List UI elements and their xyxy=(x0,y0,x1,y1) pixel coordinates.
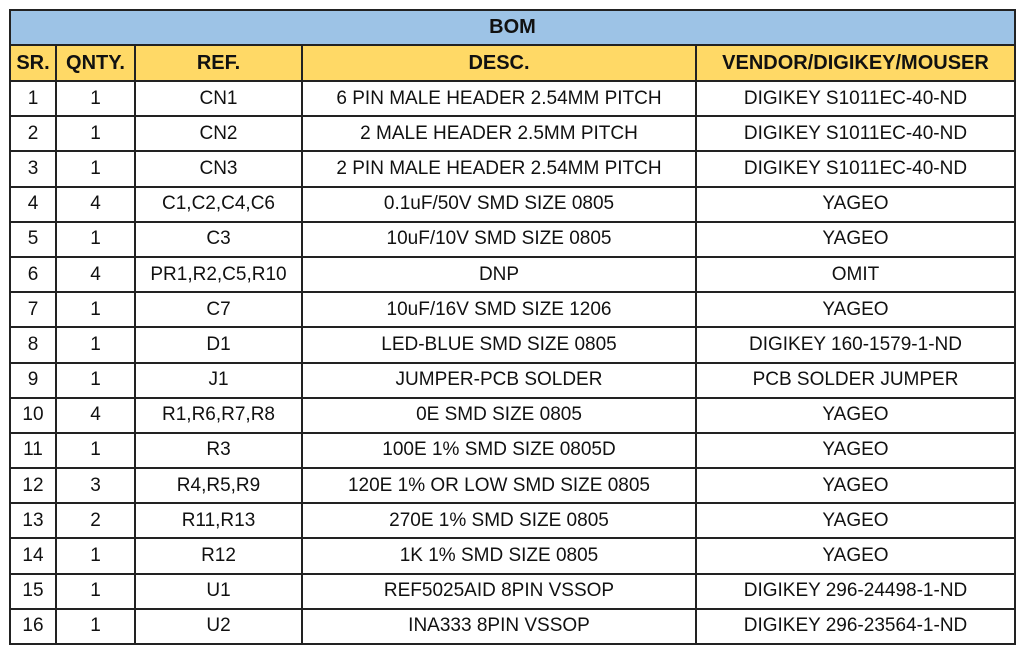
qnty-cell: 1 xyxy=(56,81,135,116)
desc-cell: 0.1uF/50V SMD SIZE 0805 xyxy=(302,187,696,222)
vendor-cell: DIGIKEY S1011EC-40-ND xyxy=(696,81,1015,116)
table-row xyxy=(10,363,1015,398)
qnty-cell: 2 xyxy=(56,503,135,538)
qnty-cell: 4 xyxy=(56,257,135,292)
ref-cell: C7 xyxy=(135,292,302,327)
table-row xyxy=(10,398,1015,433)
ref-cell: R3 xyxy=(135,433,302,468)
table-row xyxy=(10,468,1015,503)
sr-cell: 7 xyxy=(10,292,56,327)
sr-cell: 12 xyxy=(10,468,56,503)
vendor-cell: YAGEO xyxy=(696,292,1015,327)
table-row xyxy=(10,503,1015,538)
bom-table xyxy=(9,9,1016,645)
vendor-cell: YAGEO xyxy=(696,468,1015,503)
table-title-row xyxy=(10,10,1015,45)
column-header-qnty: QNTY. xyxy=(56,45,135,81)
table-row xyxy=(10,574,1015,609)
column-header-sr: SR. xyxy=(10,45,56,81)
sr-cell: 16 xyxy=(10,609,56,644)
qnty-cell: 1 xyxy=(56,151,135,186)
ref-cell: R1,R6,R7,R8 xyxy=(135,398,302,433)
vendor-cell: DIGIKEY 296-24498-1-ND xyxy=(696,574,1015,609)
ref-cell: J1 xyxy=(135,363,302,398)
ref-cell: C1,C2,C4,C6 xyxy=(135,187,302,222)
vendor-cell: YAGEO xyxy=(696,222,1015,257)
table-row xyxy=(10,433,1015,468)
vendor-cell: DIGIKEY 160-1579-1-ND xyxy=(696,327,1015,362)
ref-cell: R11,R13 xyxy=(135,503,302,538)
sr-cell: 11 xyxy=(10,433,56,468)
vendor-cell: YAGEO xyxy=(696,433,1015,468)
vendor-cell: PCB SOLDER JUMPER xyxy=(696,363,1015,398)
table-row xyxy=(10,609,1015,644)
table-body xyxy=(10,81,1015,644)
vendor-cell: DIGIKEY S1011EC-40-ND xyxy=(696,116,1015,151)
qnty-cell: 1 xyxy=(56,222,135,257)
desc-cell: INA333 8PIN VSSOP xyxy=(302,609,696,644)
qnty-cell: 1 xyxy=(56,116,135,151)
ref-cell: R12 xyxy=(135,538,302,573)
ref-cell: U2 xyxy=(135,609,302,644)
vendor-cell: YAGEO xyxy=(696,398,1015,433)
sr-cell: 1 xyxy=(10,81,56,116)
desc-cell: 100E 1% SMD SIZE 0805D xyxy=(302,433,696,468)
qnty-cell: 4 xyxy=(56,187,135,222)
qnty-cell: 1 xyxy=(56,574,135,609)
vendor-cell: YAGEO xyxy=(696,503,1015,538)
ref-cell: CN3 xyxy=(135,151,302,186)
vendor-cell: YAGEO xyxy=(696,187,1015,222)
desc-cell: 6 PIN MALE HEADER 2.54MM PITCH xyxy=(302,81,696,116)
ref-cell: PR1,R2,C5,R10 xyxy=(135,257,302,292)
table-row xyxy=(10,187,1015,222)
table-row xyxy=(10,81,1015,116)
desc-cell: LED-BLUE SMD SIZE 0805 xyxy=(302,327,696,362)
table-title: BOM xyxy=(10,10,1015,45)
sr-cell: 8 xyxy=(10,327,56,362)
column-header-desc: DESC. xyxy=(302,45,696,81)
desc-cell: REF5025AID 8PIN VSSOP xyxy=(302,574,696,609)
desc-cell: JUMPER-PCB SOLDER xyxy=(302,363,696,398)
desc-cell: 270E 1% SMD SIZE 0805 xyxy=(302,503,696,538)
table-row xyxy=(10,538,1015,573)
table-row xyxy=(10,222,1015,257)
desc-cell: 1K 1% SMD SIZE 0805 xyxy=(302,538,696,573)
column-header-ref: REF. xyxy=(135,45,302,81)
desc-cell: 2 MALE HEADER 2.5MM PITCH xyxy=(302,116,696,151)
qnty-cell: 1 xyxy=(56,363,135,398)
table-row xyxy=(10,327,1015,362)
sr-cell: 4 xyxy=(10,187,56,222)
sr-cell: 10 xyxy=(10,398,56,433)
sr-cell: 6 xyxy=(10,257,56,292)
qnty-cell: 1 xyxy=(56,609,135,644)
ref-cell: C3 xyxy=(135,222,302,257)
ref-cell: CN2 xyxy=(135,116,302,151)
qnty-cell: 1 xyxy=(56,538,135,573)
table-row xyxy=(10,292,1015,327)
desc-cell: 120E 1% OR LOW SMD SIZE 0805 xyxy=(302,468,696,503)
sr-cell: 14 xyxy=(10,538,56,573)
ref-cell: R4,R5,R9 xyxy=(135,468,302,503)
column-header-row xyxy=(10,45,1015,81)
sr-cell: 13 xyxy=(10,503,56,538)
sr-cell: 9 xyxy=(10,363,56,398)
desc-cell: 2 PIN MALE HEADER 2.54MM PITCH xyxy=(302,151,696,186)
qnty-cell: 3 xyxy=(56,468,135,503)
vendor-cell: DIGIKEY 296-23564-1-ND xyxy=(696,609,1015,644)
ref-cell: U1 xyxy=(135,574,302,609)
desc-cell: 10uF/10V SMD SIZE 0805 xyxy=(302,222,696,257)
table-row xyxy=(10,151,1015,186)
desc-cell: 0E SMD SIZE 0805 xyxy=(302,398,696,433)
qnty-cell: 1 xyxy=(56,292,135,327)
sr-cell: 3 xyxy=(10,151,56,186)
vendor-cell: OMIT xyxy=(696,257,1015,292)
table-row xyxy=(10,116,1015,151)
qnty-cell: 1 xyxy=(56,433,135,468)
sr-cell: 2 xyxy=(10,116,56,151)
desc-cell: 10uF/16V SMD SIZE 1206 xyxy=(302,292,696,327)
ref-cell: D1 xyxy=(135,327,302,362)
desc-cell: DNP xyxy=(302,257,696,292)
table-row xyxy=(10,257,1015,292)
qnty-cell: 4 xyxy=(56,398,135,433)
sr-cell: 5 xyxy=(10,222,56,257)
column-header-vendor: VENDOR/DIGIKEY/MOUSER xyxy=(696,45,1015,81)
sr-cell: 15 xyxy=(10,574,56,609)
ref-cell: CN1 xyxy=(135,81,302,116)
qnty-cell: 1 xyxy=(56,327,135,362)
vendor-cell: YAGEO xyxy=(696,538,1015,573)
vendor-cell: DIGIKEY S1011EC-40-ND xyxy=(696,151,1015,186)
